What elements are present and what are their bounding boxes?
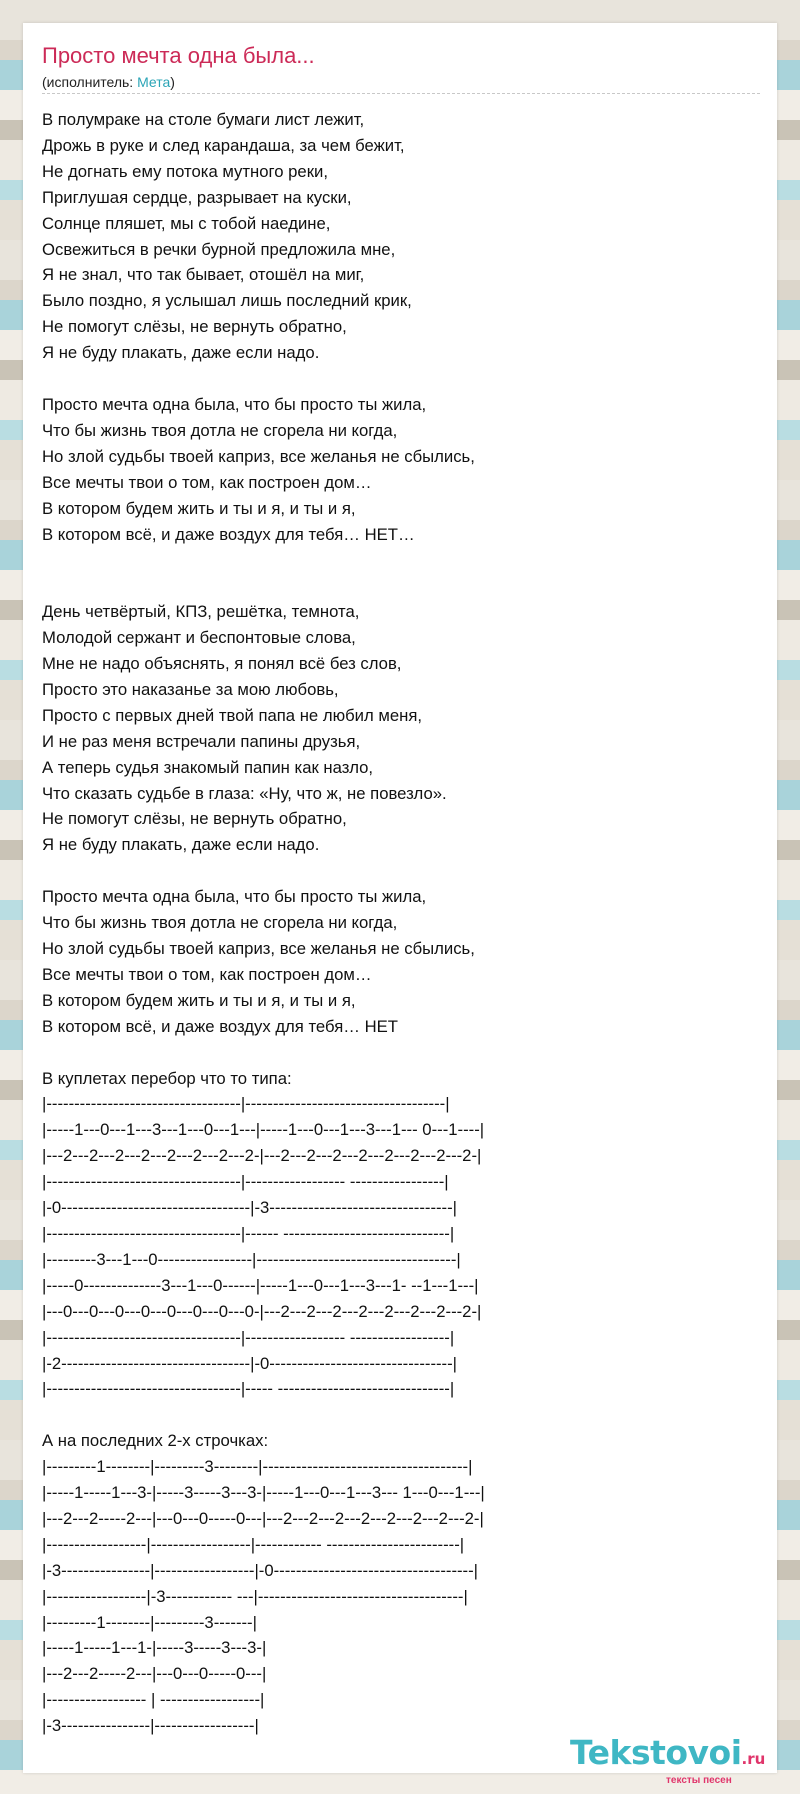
logo-name: Tekstovoi (570, 1733, 742, 1772)
artist-suffix: ) (170, 74, 175, 90)
content-card (23, 23, 777, 1773)
title-divider (42, 93, 760, 94)
lyrics-text: В полумраке на столе бумаги лист лежит, Дрожь в руке и след карандаша, за чем бежит, Не догнать ему потока мутного реки, Приглушая сердце, разрывает на куски, Солнце пляшет, мы с тобой наедине, Освежиться в речки бурной предложила мне, Я не знал, что так бывает, отошёл на миг, Было поздно, я услышал лишь последний крик, Не помогут слёзы, не вернуть обратно, Я не буду плакать, даже если надо. Просто мечта одна была, что бы просто ты жила, Что бы жизнь твоя дотла не сгорела ни когда, Но злой судьбы твоей каприз, все желанья не сбылись, Все мечты твои о том, как построен дом… В котором будем жить и ты и я, и ты и я, В котором всё, и даже воздух для тебя… НЕТ… День четвёртый, КПЗ, решётка, темнота, Молодой сержант и беспонтовые слова, Мне не надо объяснять, я понял всё без слов, Просто это наказанье за мою любовь, Просто с первых дней твой папа не любил меня, И не раз меня встречали папины друзья, А теперь судья знакомый папин как назло, Что сказать судьбе в глаза: «Ну, что ж, не повезло». Не помогут слёзы, не вернуть обратно, Я не буду плакать, даже если надо. Просто мечта одна была, что бы просто ты жила, Что бы жизнь твоя дотла не сгорела ни когда, Но злой судьбы твоей каприз, все желанья не сбылись, Все мечты твои о том, как построен дом… В котором будем жить и ты и я, и ты и я, В котором всё, и даже воздух для тебя… НЕТ В куплетах перебор что то типа: |-----------------------------------|------------------------------------| |-----1---0---1---3---1---0---1---|-----1---0---1---3---1--- 0---1----| |---2---2---2---2---2---2---2---2-|---2---2---2---2---2---2---2---2-| |-----------------------------------|------------------ -----------------| |-0----------------------------------|-3---------------------------------| |-----------------------------------|------ ------------------------------| |---------3---1---0-----------------|------------------------------------| |-----0--------------3---1---0------|-----1---0---1---3---1- --1---1---| |---0---0---0---0---0---0---0---0-|---2---2---2---2---2---2---2---2-| |-----------------------------------|------------------ ------------------| |-2----------------------------------|-0---------------------------------| |-----------------------------------|----- -------------------------------| А на последних 2-х строчках: |---------1--------|---------3--------|-------------------------------------| |-----1-----1---3-|-----3-----3---3-|-----1---0---1---3--- 1---0---1---| |---2---2-----2---|---0---0-----0---|---2---2---2---2---2---2---2---2-| |------------------|------------------|------------ ------------------------| |-3----------------|------------------|-0------------------------------------| |------------------|-3------------ ---|-------------------------------------| |---------1--------|---------3-------| |-----1-----1---1-|-----3-----3---3-| |---2---2-----2---|---0---0-----0---| |------------------ | ------------------| |-3----------------|------------------| (42, 110, 485, 1736)
artist-line (42, 74, 175, 90)
artist-link[interactable]: Мета (137, 74, 171, 90)
logo-tagline: тексты песен (666, 1775, 732, 1786)
site-logo[interactable] (570, 1733, 765, 1772)
logo-tld: .ru (741, 1750, 766, 1768)
page-title: Просто мечта одна была... (42, 43, 315, 68)
artist-prefix: (исполнитель: (42, 74, 138, 90)
